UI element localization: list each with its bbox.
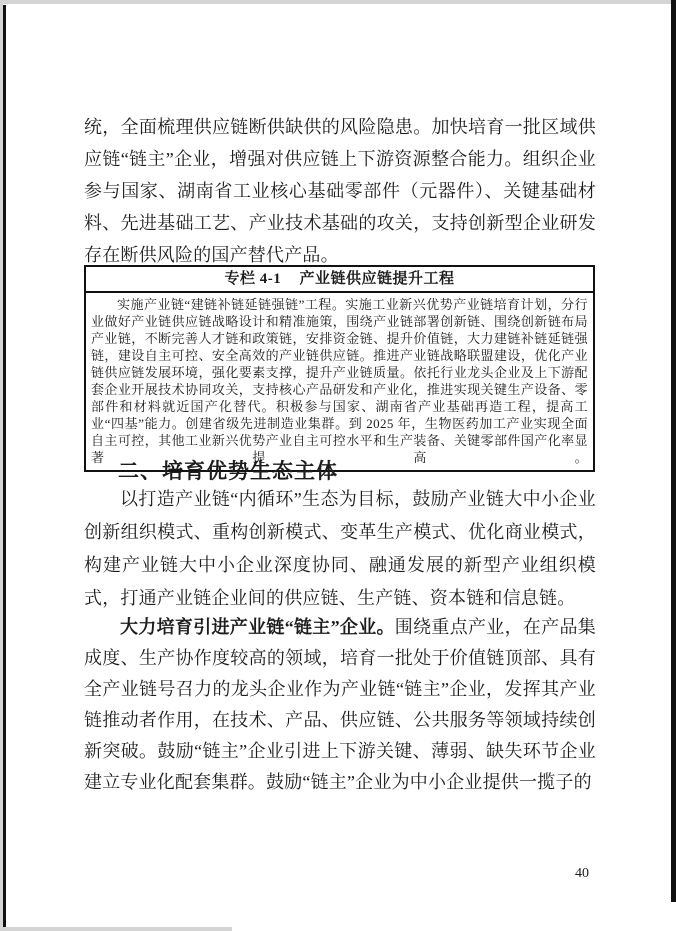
scan-edge-left-line (3, 5, 6, 927)
paragraph-chain-leader-bold-lead: 大力培育引进产业链“链主”企业。 (120, 617, 395, 637)
scan-edge-top (0, 0, 676, 4)
callout-box-body: 实施产业链“建链补链延链强链”工程。实施工业新兴优势产业链培育计划，分行业做好产业链供应链战略设计和精准施策，围绕产业链部署创新链、围绕创新链布局产业链，不断完善人才链和政策链，安排资金链、提升价值链，大力建链补链延链强链，建设自主可控、安全高效的产业链供应链。推进产业链战略联盟建设，优化产业链供应链发展环境，强化要素支撑，提升产业链质量。依托行业龙头企业及上下游配套企业开展技术协同攻关，支持核心产品研发和产业化，推进实现关键生产设备、零部件和材料就近国产化替代。积极参与国家、湖南省产业基础再造工程，提高工业“四基”能力。创建省级先进制造业集群。到 2025 年，生物医药加工产业实现全面自主可控，其他工业新兴优势产业自主可控水平和生产装备、关键零部件国产化率显著提高。 (91, 297, 588, 465)
paragraph-chain-leader (84, 612, 596, 798)
section-heading-2: 二、培育优势生态主体 (118, 459, 338, 483)
scan-edge-right-line (671, 0, 676, 902)
paragraph-chain-leader-rest: 围绕重点产业，在产品集成度、生产协作度较高的领域，培育一批处于价值链顶部、具有全产业链号召力的龙头企业作为产业链“链主”企业，发挥其产业链推动者作用，在技术、产品、供应链、公共服务等领域持续创新突破。鼓励“链主”企业引进上下游关键、薄弱、缺失环节企业建立专业化配套集群。鼓励“链主”企业为中小企业提供一揽子的 (84, 617, 596, 792)
callout-box-4-1 (84, 265, 595, 472)
callout-box-title (86, 267, 593, 293)
page-number: 40 (575, 866, 589, 881)
scan-edge-bottom (0, 927, 232, 931)
callout-box-title-label: 专栏 4-1 (224, 271, 282, 287)
callout-box-title-text: 产业链供应链提升工程 (299, 271, 455, 287)
paragraph-inner-loop-ecosystem: 以打造产业链“内循环”生态为目标，鼓励产业链大中小企业创新组织模式、重构创新模式、变革生产模式、优化商业模式，构建产业链大中小企业深度协同、融通发展的新型产业组织模式，打通产业链企业间的供应链、生产链、资本链和信息链。 (84, 489, 596, 608)
paragraph-supply-chain-risk: 统，全面梳理供应链断供缺供的风险隐患。加快培育一批区域供应链“链主”企业，增强对供应链上下游资源整合能力。组织企业参与国家、湖南省工业核心基础零部件（元器件）、关键基础材料、先进基础工艺、产业技术基础的攻关，支持创新型企业研发存在断供风险的国产替代产品。 (84, 117, 596, 265)
